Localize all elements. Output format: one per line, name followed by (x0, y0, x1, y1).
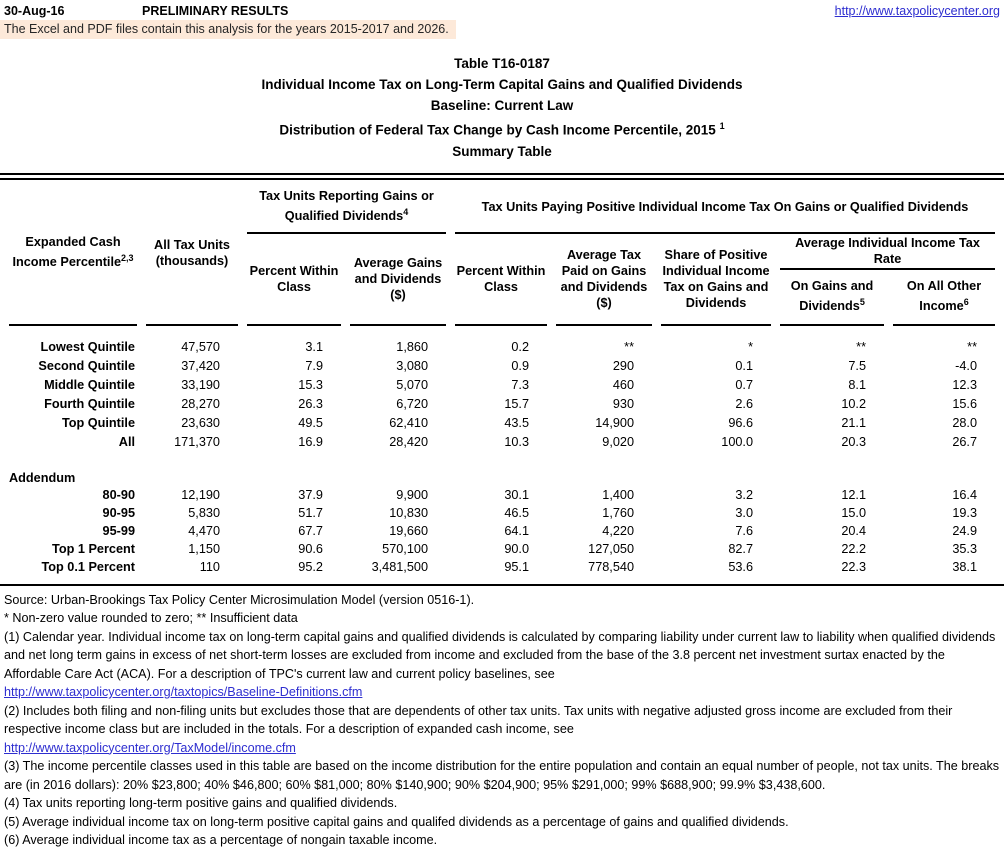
row-label: Top 0.1 Percent (41, 559, 135, 574)
cell-value: 1,150 (188, 541, 220, 556)
group-header-avg-tax-rate: Average Individual Income Tax Rate (780, 234, 995, 270)
cell-value: 9,900 (396, 487, 429, 502)
col-header-percent-within-class-1: Percent Within Class (247, 234, 341, 326)
cell-value: 82.7 (728, 541, 754, 556)
col-header-percent-within-class-2: Percent Within Class (455, 234, 547, 326)
col-header-all-tax-units: All Tax Units (thousands) (146, 182, 238, 326)
table-row (9, 357, 995, 376)
cell-value: 2.6 (735, 397, 754, 411)
data-table (0, 182, 1004, 576)
cell-value: 7.3 (511, 378, 530, 392)
cell-value: 10.3 (504, 435, 530, 449)
row-label: Top 1 Percent (52, 541, 135, 556)
cell-value: 930 (612, 397, 635, 411)
table-row (9, 486, 995, 504)
table-row (9, 522, 995, 540)
row-label: 95-99 (102, 523, 135, 538)
cell-value: -4.0 (955, 359, 978, 373)
group-header-paying-tax: Tax Units Paying Positive Individual Income Tax On Gains or Qualified Dividends (455, 182, 995, 234)
footnote-link[interactable]: http://www.taxpolicycenter.org/TaxModel/income.cfm (4, 740, 296, 755)
cell-value: 1,400 (602, 487, 635, 502)
addendum-section (9, 452, 995, 576)
cell-value: 35.3 (952, 541, 978, 556)
cell-value: 9,020 (602, 435, 635, 449)
cell-value: 64.1 (504, 523, 530, 538)
table-number: Table T16-0187 (454, 56, 550, 71)
cell-value: 100.0 (721, 435, 754, 449)
cell-value: 3.2 (735, 487, 754, 502)
cell-value: 0.7 (735, 378, 754, 392)
cell-value: 20.3 (841, 435, 867, 449)
cell-value: 16.9 (298, 435, 323, 449)
cell-value: 7.6 (735, 523, 754, 538)
cell-value: 3,080 (396, 359, 429, 373)
cell-value: 460 (612, 378, 635, 392)
cell-value: 47,570 (181, 340, 220, 354)
cell-value: 49.5 (298, 416, 323, 430)
cell-value: 28.0 (952, 416, 978, 430)
title-summary: Summary Table (452, 143, 552, 159)
cell-value: 3.0 (735, 505, 754, 520)
page-header (0, 0, 1004, 18)
cell-value: 0.1 (735, 359, 754, 373)
preliminary-results-label: PRELIMINARY RESULTS (142, 4, 289, 18)
cell-value: 0.9 (511, 359, 530, 373)
cell-value: 10.2 (841, 397, 867, 411)
cell-value: 33,190 (181, 378, 220, 392)
cell-value: 4,470 (188, 523, 220, 538)
cell-value: 0.2 (511, 340, 530, 354)
cell-value: 5,830 (188, 505, 220, 520)
cell-value: 22.3 (841, 559, 867, 574)
cell-value: 15.0 (841, 505, 867, 520)
row-label: 90-95 (102, 505, 135, 520)
cell-value: ** (967, 340, 978, 354)
footnote-text: Source: Urban-Brookings Tax Policy Center Microsimulation Model (version 0516-1). (4, 592, 475, 607)
col-header-average-tax-paid: Average Tax Paid on Gains and Dividends ($) (556, 234, 652, 326)
cell-value: 7.9 (305, 359, 323, 373)
col-header-share-positive-tax: Share of Positive Individual Income Tax on Gains and Dividends (661, 234, 771, 326)
footnotes (0, 586, 1004, 850)
cell-value: ** (624, 340, 635, 354)
table-row (9, 414, 995, 433)
col-header-average-gains: Average Gains and Dividends ($) (350, 234, 446, 326)
cell-value: 26.3 (298, 397, 323, 411)
cell-value: 62,410 (389, 416, 429, 430)
table-row (9, 433, 995, 452)
footnote-text: (5) Average individual income tax on long-term positive capital gains and qualifed dividends as a percentage of gains and qualified dividends. (4, 814, 789, 829)
row-label: Lowest Quintile (40, 340, 135, 354)
cell-value: 30.1 (504, 487, 530, 502)
cell-value: 171,370 (174, 435, 220, 449)
site-link[interactable]: http://www.taxpolicycenter.org (834, 4, 1000, 18)
title-block (0, 53, 1004, 162)
cell-value: 43.5 (504, 416, 530, 430)
cell-value: 26.7 (952, 435, 978, 449)
table-row (9, 376, 995, 395)
footnote-text: (3) The income percentile classes used in this table are based on the income distribution for the entire population and contain an equal number of people, not tax units. The breaks are (in 2016 dollars): 20% $23,800; 40% $46,800; 60% $81,000; 80% $140,900; 90% $204,900; 95% $291,000; 99% $688,900; 99.9% $3,438,600. (4, 759, 1000, 792)
report-date: 30-Aug-16 (4, 4, 65, 18)
data-table-wrapper (0, 173, 1004, 586)
row-label: Middle Quintile (44, 378, 135, 392)
row-label: 80-90 (102, 487, 135, 502)
cell-value: 1,860 (396, 340, 429, 354)
cell-value: 12.1 (841, 487, 867, 502)
cell-value: 8.1 (848, 378, 867, 392)
cell-value: 21.1 (841, 416, 867, 430)
cell-value: 28,420 (389, 435, 429, 449)
footnote-text: * Non-zero value rounded to zero; ** Insufficient data (4, 611, 298, 625)
addendum-label-row (9, 466, 995, 486)
cell-value: 46.5 (504, 505, 530, 520)
cell-value: 37,420 (181, 359, 220, 373)
cell-value: 110 (199, 559, 220, 574)
cell-value: 24.9 (952, 523, 978, 538)
cell-value: 90.6 (298, 541, 323, 556)
row-label: Second Quintile (38, 359, 135, 373)
table-row (9, 540, 995, 558)
col-header-on-all-other-income: On All Other Income$^6$ (893, 270, 995, 326)
cell-value: 15.3 (298, 378, 323, 392)
row-label: All (118, 435, 135, 449)
row-label: Top Quintile (61, 416, 135, 430)
table-row (9, 504, 995, 522)
title-main: Individual Income Tax on Long-Term Capital Gains and Qualified Dividends (261, 77, 743, 92)
footnote-text: (6) Average individual income tax as a percentage of nongain taxable income. (4, 833, 438, 847)
table-row (9, 338, 995, 357)
cell-value: 3.1 (305, 340, 323, 354)
cell-value: 20.4 (841, 523, 867, 538)
cell-value: 16.4 (952, 487, 978, 502)
table-header (9, 182, 995, 326)
cell-value: 15.7 (504, 397, 530, 411)
cell-value: 6,720 (396, 397, 429, 411)
footnote-text: (1) Calendar year. Individual income tax on long-term capital gains and qualified dividends is calculated by comparing liability under current law to liability when qualified dividends and net long term gains in excess of net short-term losses are excluded from income and excluded from the base of the 3.8 percent net investment surtax enacted by the Affordable Care Act (ACA). For a description of TPC's current law and current policy baselines, see (4, 629, 996, 681)
cell-value: 778,540 (588, 559, 635, 574)
cell-value: 10,830 (389, 505, 429, 520)
group-header-reporting-gains: Tax Units Reporting Gains or Qualified Dividends$^4$ (247, 182, 446, 234)
cell-value: 96.6 (728, 416, 754, 430)
main-rows (9, 326, 995, 452)
cell-value: 90.0 (504, 541, 530, 556)
cell-value: 127,050 (588, 541, 635, 556)
row-label: Fourth Quintile (44, 397, 135, 411)
cell-value: ** (856, 340, 867, 354)
cell-value: 19,660 (389, 523, 429, 538)
cell-value: 95.2 (298, 559, 323, 574)
cell-value: 22.2 (841, 541, 867, 556)
table-row (9, 558, 995, 576)
cell-value: 14,900 (595, 416, 635, 430)
cell-value: 12,190 (181, 487, 220, 502)
cell-value: 570,100 (382, 541, 429, 556)
cell-value: 51.7 (298, 505, 323, 520)
cell-value: 12.3 (952, 378, 978, 392)
cell-value: 19.3 (952, 505, 978, 520)
cell-value: 5,070 (396, 378, 429, 392)
cell-value: 53.6 (728, 559, 754, 574)
cell-value: 67.7 (298, 523, 323, 538)
footnote-text: (4) Tax units reporting long-term positive gains and qualified dividends. (4, 796, 398, 810)
cell-value: * (748, 340, 754, 354)
notice-banner: The Excel and PDF files contain this analysis for the years 2015-2017 and 2026. (0, 20, 456, 39)
cell-value: 95.1 (504, 559, 530, 574)
title-distribution: Distribution of Federal Tax Change by Cash Income Percentile, 2015 $^1$ (279, 121, 725, 138)
col-header-percentile: Expanded Cash Income Percentile$^{2,3}$ (9, 182, 137, 326)
table-row (9, 395, 995, 414)
spacer-row (9, 326, 995, 338)
cell-value: 37.9 (298, 487, 323, 502)
cell-value: 4,220 (602, 523, 635, 538)
cell-value: 3,481,500 (371, 559, 429, 574)
cell-value: 1,760 (602, 505, 635, 520)
cell-value: 23,630 (181, 416, 220, 430)
footnote-text: (2) Includes both filing and non-filing units but excludes those that are dependents of other tax units. Tax units with negative adjusted gross income are excluded from their respective income class but are included in the totals. For a description of expanded cash income, see (4, 703, 953, 736)
cell-value: 7.5 (848, 359, 867, 373)
spacer-row (9, 452, 995, 466)
footnote-link[interactable]: http://www.taxpolicycenter.org/taxtopics/Baseline-Definitions.cfm (4, 685, 363, 699)
col-header-on-gains-dividends: On Gains and Dividends$^5$ (780, 270, 884, 326)
cell-value: 290 (612, 359, 635, 373)
cell-value: 15.6 (952, 397, 978, 411)
cell-value: 28,270 (181, 397, 220, 411)
title-baseline: Baseline: Current Law (430, 98, 574, 113)
addendum-label: Addendum (9, 470, 76, 485)
cell-value: 38.1 (952, 559, 978, 574)
